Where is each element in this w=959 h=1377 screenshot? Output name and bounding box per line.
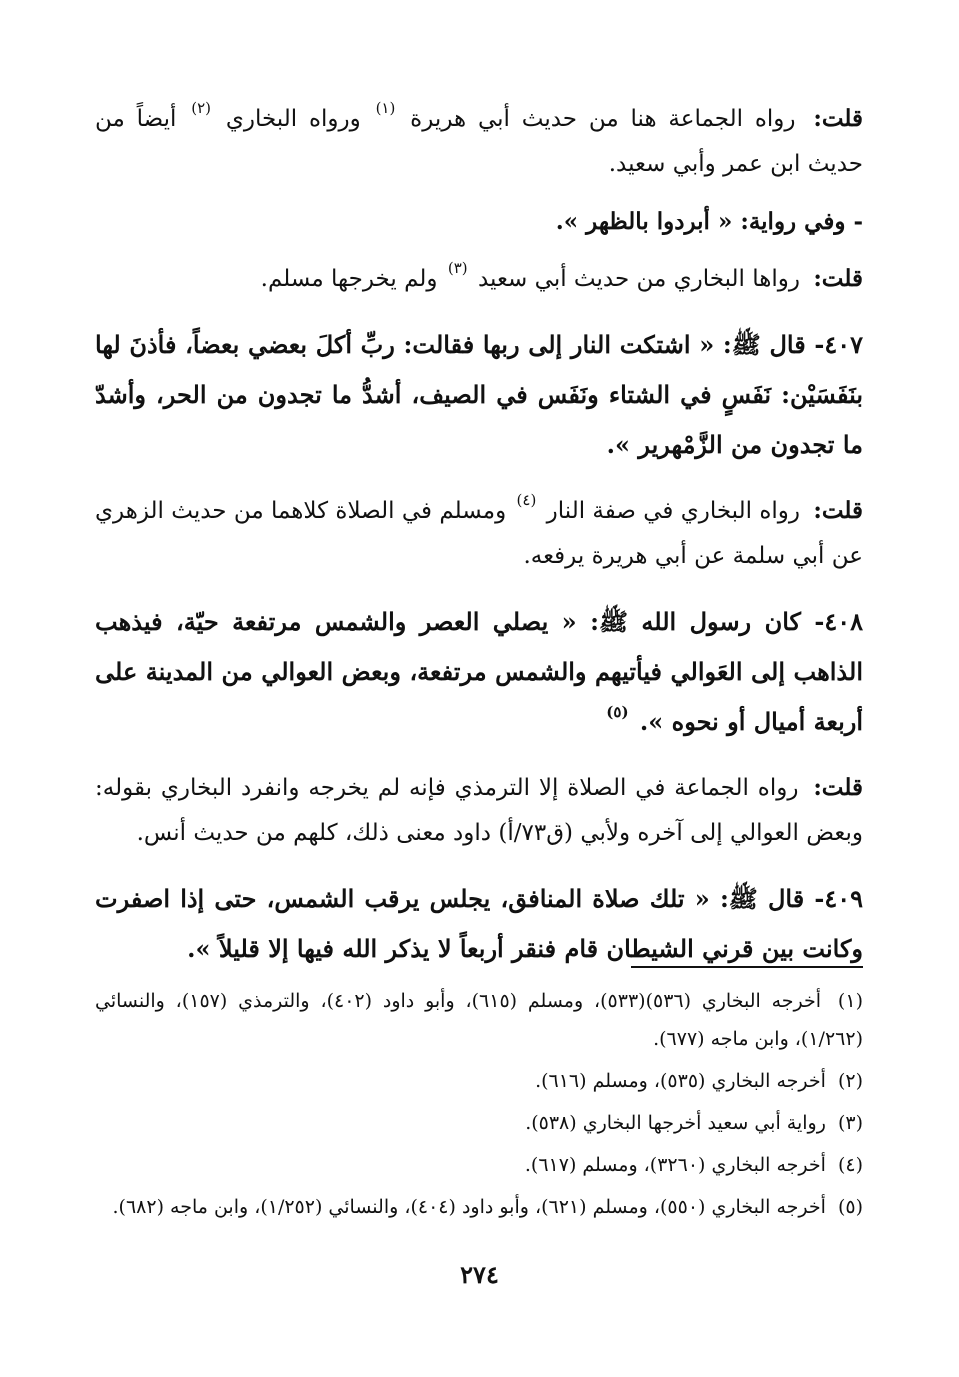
- qult-label: قلت:: [813, 105, 864, 132]
- footnote-text: أخرجه البخاري (٣٢٦٠)، ومسلم (٦١٧).: [524, 1154, 826, 1176]
- hadith-407: ٤٠٧- قال ﷺ: « اشتكت النار إلى ربها فقالت: ربِّ أكلَ بعضي بعضاً، فأذنَ لها بنَفَسَيْن: نَفَسٍ في الشتاء ونَفَس في الصيف، أشدُّ ما تجدون من الحر، وأشدّ ما تجدون من الزَّمْهرير ».: [95, 330, 863, 459]
- qult-label: قلت:: [813, 774, 863, 801]
- footnote-ref-2[interactable]: (٢): [191, 99, 212, 118]
- hadith-408: [95, 597, 863, 747]
- paragraph-qult-1: [95, 96, 863, 187]
- footnote-number: (١): [837, 990, 863, 1012]
- footnote-ref-5[interactable]: (٥): [606, 703, 629, 721]
- paragraph-riwaya: - وفي رواية: « أبردوا بالظهر ».: [555, 208, 863, 235]
- footnote-number: (٣): [837, 1112, 863, 1134]
- footnote-ref-1[interactable]: (١): [375, 99, 396, 118]
- footnote-divider: [631, 966, 863, 968]
- text: ولم يخرجها مسلم.: [260, 266, 438, 292]
- footnote-2: [95, 1062, 863, 1100]
- text: رواه الجماعة في الصلاة إلا الترمذي فإنه لم يخرجه وانفرد البخاري بقوله: وبعض العوالي إلى آخره ولأبي (ق٧٣/أ) داود معنى ذلك، كلهم من حديث أنس.: [95, 775, 863, 846]
- footnote-number: (٢): [837, 1070, 863, 1092]
- footnote-text: رواية أبي سعيد أخرجها البخاري (٥٣٨).: [525, 1112, 826, 1134]
- paragraph-qult-2: [95, 256, 863, 302]
- footnote-3: [95, 1104, 863, 1142]
- page-number: ٢٧٤: [460, 1260, 499, 1289]
- text: ومسلم في الصلاة كلاهما من حديث الزهري عن أبي سلمة عن أبي هريرة يرفعه.: [95, 498, 863, 569]
- qult-label: قلت:: [813, 265, 863, 292]
- text: رواه الجماعة هنا من حديث أبي هريرة: [410, 106, 796, 132]
- paragraph-qult-4: [95, 765, 863, 856]
- footnote-number: (٥): [837, 1196, 863, 1218]
- main-text: [95, 96, 863, 992]
- hadith-409: ٤٠٩- قال ﷺ: « تلك صلاة المنافق، يجلس يرقب الشمس، حتى إذا اصفرت وكانت بين قرني الشيطان قام فنقر أربعاً لا يذكر الله فيها إلا قليلاً ».: [95, 884, 863, 963]
- footnote-text: أخرجه البخاري (٥٣٥)، ومسلم (٦١٦).: [535, 1070, 826, 1092]
- footnote-text: أخرجه البخاري (٥٥٠)، ومسلم (٦٢١)، وأبو داود (٤٠٤)، والنسائي (١/٢٥٢)، وابن ماجه (٦٨٢).: [112, 1196, 826, 1218]
- footnote-1: [95, 982, 863, 1058]
- text: رواه البخاري في صفة النار: [546, 498, 800, 524]
- footnote-5: [95, 1188, 863, 1226]
- text: رواها البخاري من حديث أبي سعيد: [477, 266, 800, 292]
- footnotes: [95, 982, 863, 1230]
- footnote-ref-4[interactable]: (٤): [516, 491, 537, 510]
- paragraph-qult-3: [95, 488, 863, 579]
- text: ورواه البخاري: [225, 106, 361, 132]
- footnote-text: أخرجه البخاري (٥٣٦)(٥٣٣)، ومسلم (٦١٥)، وأبو داود (٤٠٢)، والترمذي (١٥٧)، والنسائي (١/٢٦٢)، وابن ماجه (٦٧٧).: [95, 990, 863, 1050]
- footnote-ref-3[interactable]: (٣): [447, 259, 468, 278]
- qult-label: قلت:: [813, 497, 864, 524]
- footnote-number: (٤): [837, 1154, 863, 1176]
- footnote-4: [95, 1146, 863, 1184]
- hadith-text: ٤٠٨- كان رسول الله ﷺ: « يصلي العصر والشمس مرتفعة حيّة، فيذهب الذاهب إلى العَوالي فيأتيهم والشمس مرتفعة، وبعض العوالي من المدينة على أربعة أميال أو نحوه ».: [95, 607, 863, 736]
- text: أيضاً من حديث ابن عمر وأبي سعيد.: [95, 106, 863, 177]
